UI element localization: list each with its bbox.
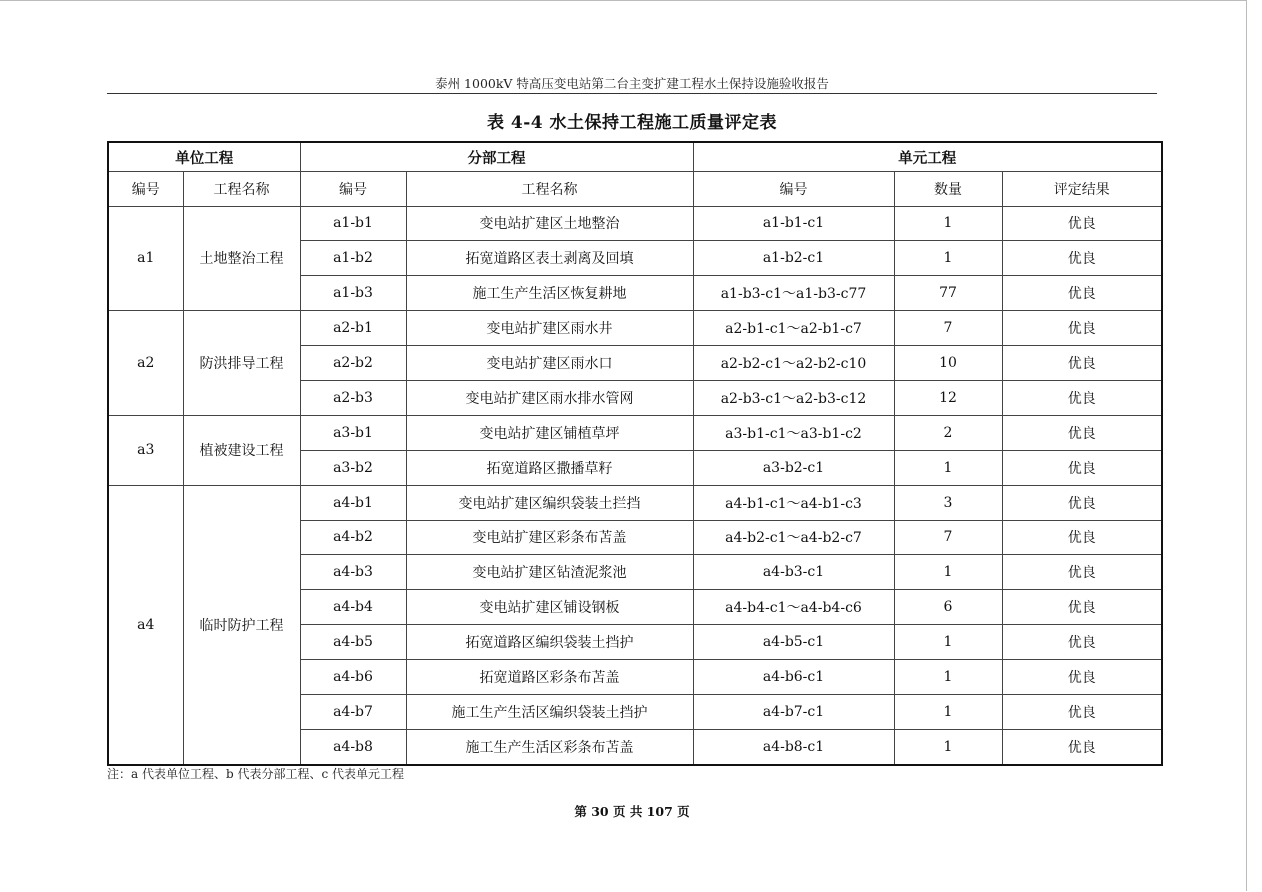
division-name-cell: 施工生产生活区恢复耕地: [406, 276, 693, 311]
division-code-cell: a4-b3: [300, 555, 406, 590]
unit-name-cell: 植被建设工程: [183, 415, 300, 485]
division-name-cell: 变电站扩建区编织袋装土拦挡: [406, 485, 693, 520]
element-code-cell: a4-b5-c1: [693, 625, 894, 660]
result-cell: 优良: [1002, 485, 1162, 520]
unit-code-cell: a3: [108, 415, 183, 485]
element-code-cell: a4-b1-c1～a4-b1-c3: [693, 485, 894, 520]
division-code-cell: a2-b2: [300, 346, 406, 381]
element-code-cell: a4-b7-c1: [693, 694, 894, 729]
result-cell: 优良: [1002, 660, 1162, 695]
unit-code-cell: a4: [108, 485, 183, 765]
division-code-cell: a3-b2: [300, 450, 406, 485]
division-code-cell: a4-b1: [300, 485, 406, 520]
unit-name-cell: 防洪排导工程: [183, 311, 300, 416]
element-code-cell: a1-b3-c1～a1-b3-c77: [693, 276, 894, 311]
division-name-cell: 变电站扩建区钻渣泥浆池: [406, 555, 693, 590]
unit-code-cell: a2: [108, 311, 183, 416]
quantity-cell: 12: [894, 380, 1002, 415]
element-code-cell: a4-b3-c1: [693, 555, 894, 590]
quantity-cell: 2: [894, 415, 1002, 450]
element-code-cell: a3-b1-c1～a3-b1-c2: [693, 415, 894, 450]
division-code-cell: a1-b3: [300, 276, 406, 311]
quantity-cell: 77: [894, 276, 1002, 311]
division-name-cell: 拓宽道路区编织袋装土挡护: [406, 625, 693, 660]
element-code-cell: a1-b1-c1: [693, 206, 894, 241]
division-code-cell: a1-b2: [300, 241, 406, 276]
element-code-cell: a4-b4-c1～a4-b4-c6: [693, 590, 894, 625]
division-name-cell: 变电站扩建区雨水排水管网: [406, 380, 693, 415]
page-number: 第 30 页 共 107 页: [574, 804, 690, 819]
quantity-cell: 1: [894, 694, 1002, 729]
division-name-cell: 施工生产生活区彩条布苫盖: [406, 729, 693, 764]
result-header: 评定结果: [1002, 172, 1162, 207]
element-code-cell: a1-b2-c1: [693, 241, 894, 276]
result-cell: 优良: [1002, 729, 1162, 764]
table-footnote: 注：a 代表单位工程、b 代表分部工程、c 代表单元工程: [107, 767, 405, 781]
quantity-cell: 7: [894, 520, 1002, 555]
division-name-header: 工程名称: [406, 172, 693, 207]
table-row: [108, 311, 1162, 346]
header-rule: [107, 93, 1157, 94]
division-name-cell: 变电站扩建区雨水井: [406, 311, 693, 346]
result-cell: 优良: [1002, 625, 1162, 660]
division-name-cell: 拓宽道路区撒播草籽: [406, 450, 693, 485]
division-code-cell: a2-b1: [300, 311, 406, 346]
division-code-cell: a4-b6: [300, 660, 406, 695]
quantity-cell: 3: [894, 485, 1002, 520]
unit-project-header: 单位工程: [108, 142, 300, 172]
division-code-cell: a4-b2: [300, 520, 406, 555]
division-code-cell: a4-b5: [300, 625, 406, 660]
result-cell: 优良: [1002, 555, 1162, 590]
division-name-cell: 变电站扩建区彩条布苫盖: [406, 520, 693, 555]
result-cell: 优良: [1002, 694, 1162, 729]
unit-name-cell: 土地整治工程: [183, 206, 300, 311]
division-name-cell: 变电站扩建区铺植草坪: [406, 415, 693, 450]
table-title: 表 4-4 水土保持工程施工质量评定表: [486, 113, 778, 133]
result-cell: 优良: [1002, 590, 1162, 625]
division-name-cell: 变电站扩建区土地整治: [406, 206, 693, 241]
quantity-cell: 1: [894, 555, 1002, 590]
division-code-cell: a4-b7: [300, 694, 406, 729]
quantity-header: 数量: [894, 172, 1002, 207]
table-row: [108, 485, 1162, 520]
result-cell: 优良: [1002, 415, 1162, 450]
quantity-cell: 1: [894, 660, 1002, 695]
result-cell: 优良: [1002, 206, 1162, 241]
group-header-row: [108, 142, 1162, 172]
division-name-cell: 拓宽道路区表土剥离及回填: [406, 241, 693, 276]
table-row: [108, 415, 1162, 450]
result-cell: 优良: [1002, 241, 1162, 276]
unit-name-header: 工程名称: [183, 172, 300, 207]
element-code-header: 编号: [693, 172, 894, 207]
quality-assessment-table: [107, 141, 1163, 766]
division-name-cell: 拓宽道路区彩条布苫盖: [406, 660, 693, 695]
division-code-cell: a3-b1: [300, 415, 406, 450]
unit-code-header: 编号: [108, 172, 183, 207]
division-project-header: 分部工程: [300, 142, 693, 172]
division-code-cell: a1-b1: [300, 206, 406, 241]
quantity-cell: 1: [894, 450, 1002, 485]
element-code-cell: a2-b1-c1～a2-b1-c7: [693, 311, 894, 346]
quantity-cell: 1: [894, 625, 1002, 660]
element-code-cell: a2-b3-c1～a2-b3-c12: [693, 380, 894, 415]
division-name-cell: 施工生产生活区编织袋装土挡护: [406, 694, 693, 729]
division-code-cell: a4-b8: [300, 729, 406, 764]
column-header-row: [108, 172, 1162, 207]
element-code-cell: a3-b2-c1: [693, 450, 894, 485]
division-code-header: 编号: [300, 172, 406, 207]
running-header: 泰州 1000kV 特高压变电站第二台主变扩建工程水土保持设施验收报告: [435, 76, 829, 91]
result-cell: 优良: [1002, 380, 1162, 415]
unit-code-cell: a1: [108, 206, 183, 311]
division-name-cell: 变电站扩建区雨水口: [406, 346, 693, 381]
table-row: [108, 206, 1162, 241]
quantity-cell: 6: [894, 590, 1002, 625]
element-code-cell: a4-b8-c1: [693, 729, 894, 764]
division-code-cell: a4-b4: [300, 590, 406, 625]
quantity-cell: 7: [894, 311, 1002, 346]
result-cell: 优良: [1002, 346, 1162, 381]
unit-name-cell: 临时防护工程: [183, 485, 300, 765]
quantity-cell: 1: [894, 729, 1002, 764]
result-cell: 优良: [1002, 520, 1162, 555]
element-code-cell: a2-b2-c1～a2-b2-c10: [693, 346, 894, 381]
division-name-cell: 变电站扩建区铺设钢板: [406, 590, 693, 625]
quantity-cell: 10: [894, 346, 1002, 381]
element-code-cell: a4-b2-c1～a4-b2-c7: [693, 520, 894, 555]
result-cell: 优良: [1002, 276, 1162, 311]
result-cell: 优良: [1002, 311, 1162, 346]
quantity-cell: 1: [894, 241, 1002, 276]
division-code-cell: a2-b3: [300, 380, 406, 415]
element-code-cell: a4-b6-c1: [693, 660, 894, 695]
quantity-cell: 1: [894, 206, 1002, 241]
result-cell: 优良: [1002, 450, 1162, 485]
element-project-header: 单元工程: [693, 142, 1162, 172]
